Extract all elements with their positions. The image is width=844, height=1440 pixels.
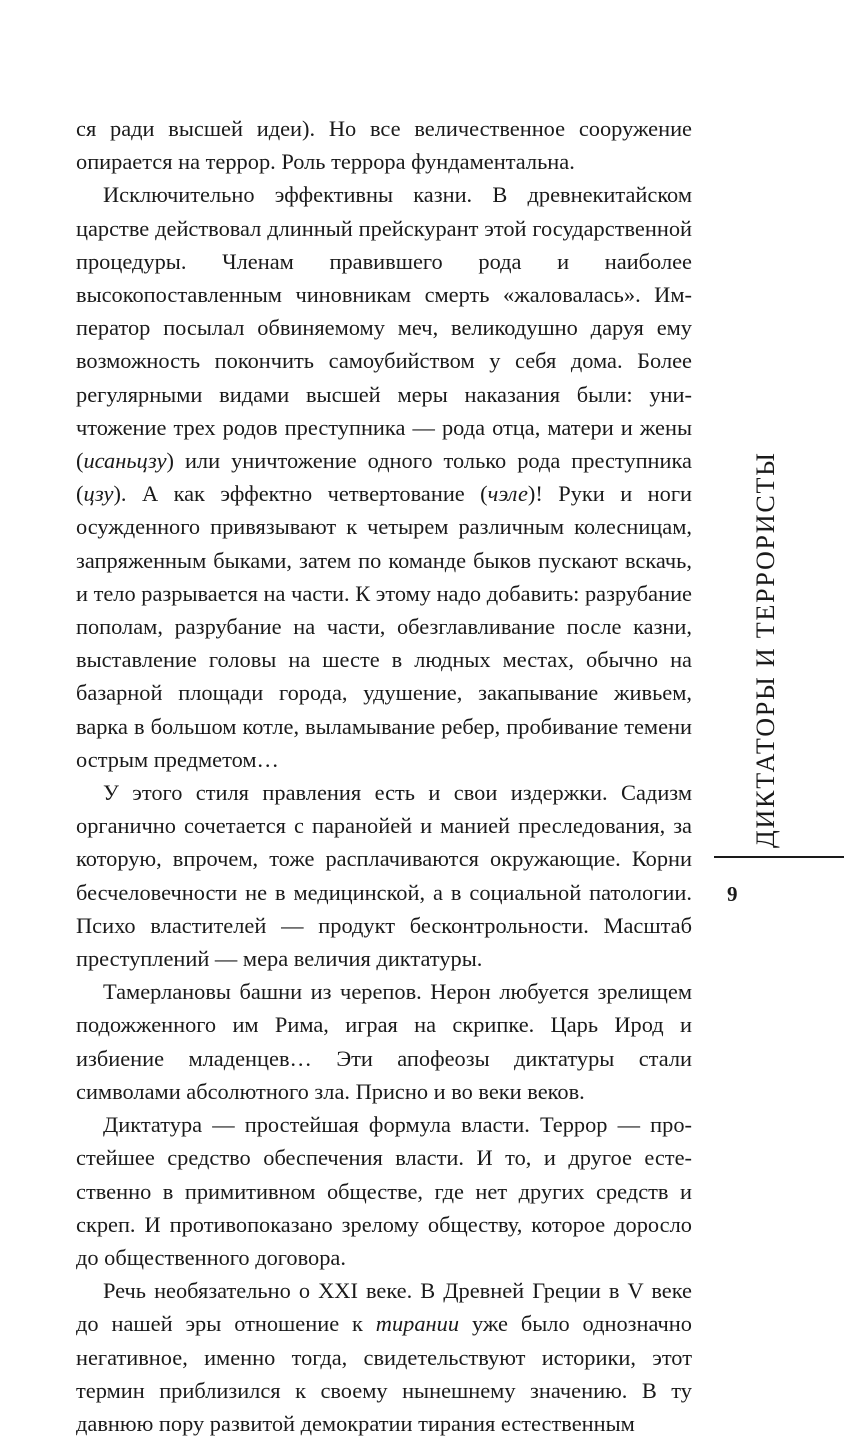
paragraph-4 (76, 975, 692, 1108)
paragraph-text: ) или уничтожение одного только рода преступника ( (76, 448, 692, 507)
paragraph-text: )! Руки и ноги осужденного привязывают к четырем различным колесницам, запряженным быками, затем по команде быков пускают вскачь, и тело разрывается на части. К этому надо добавить: разрубание пополам, разрубание на части, обезглавливание после казни, выставление головы на шесте в людных местах, обычно на базарной площади города, удушение, закапывание живьем, варка в большом котле, выламывание ребер, пробивание темени острым предметом… (76, 481, 693, 772)
paragraph-6 (76, 1274, 692, 1440)
paragraph-text: Речь необязательно о XXI веке. В Древней Греции в V веке до нашей эры отношение к (76, 1278, 692, 1337)
paragraph-1 (76, 112, 692, 178)
paragraph-text: ). А как эффектно четвертование ( (113, 481, 488, 507)
paragraph-text: ся ради высшей идеи). Но все величественное сооружение опирается на террор. Роль террора фундаментальна. (76, 116, 692, 175)
italic-term: чэле (487, 481, 528, 507)
body-text (76, 112, 692, 1440)
running-head-rule (714, 856, 844, 858)
page-number: 9 (727, 882, 738, 906)
italic-term: исаньцзу (83, 448, 167, 474)
italic-term: тирании (375, 1311, 460, 1337)
paragraph-text: Диктатура — простейшая формула власти. Террор — простейшее средство обеспечения власти. И то, и другое естественно в примитивном обществе, где нет других средств и скреп. И противопоказано зрелому обществу, которое доросло до общественного договора. (76, 1112, 692, 1270)
paragraph-3 (76, 776, 692, 975)
paragraph-text: У этого стиля правления есть и свои издержки. Садизм органично сочетается с паранойей и манией преследования, за которую, впрочем, тоже расплачиваются окружающие. Корни бесчеловечности не в медицинской, а в социальной патологии. Психо властителей — продукт бесконтрольности. Масштаб преступлений — мера величия диктатуры. (76, 780, 692, 972)
paragraph-text: Тамерлановы башни из черепов. Нерон любуется зрелищем подожженного им Рима, играя на скрипке. Царь Ирод и избиение младенцев… Эти апофеозы диктатуры стали символами абсолютного зла. Присно и во веки веков. (76, 979, 692, 1104)
paragraph-text: Исключительно эффективны казни. В древнекитайском царстве действовал длинный прейскурант этой государственной процедуры. Членам правившего рода и наиболее высокопоставленным чиновникам смерть «жаловалась». Император посылал обвиняемому меч, великодушно даруя ему возможность покончить самоубийством у себя дома. Более регулярными видами высшей меры наказания были: уничтожение трех родов преступника — рода отца, матери и жены ( (76, 182, 692, 474)
paragraph-text: уже было однозначно негативное, именно тогда, свидетельствуют историки, этот термин приблизился к своему нынешнему значению. В ту давнюю пору развитой демократии тирания естественным (76, 1311, 692, 1436)
italic-term: цзу (83, 481, 114, 507)
paragraph-2 (76, 178, 692, 776)
running-head: ДИКТАТОРЫ И ТЕРРОРИСТЫ (751, 451, 780, 848)
paragraph-5 (76, 1108, 692, 1274)
